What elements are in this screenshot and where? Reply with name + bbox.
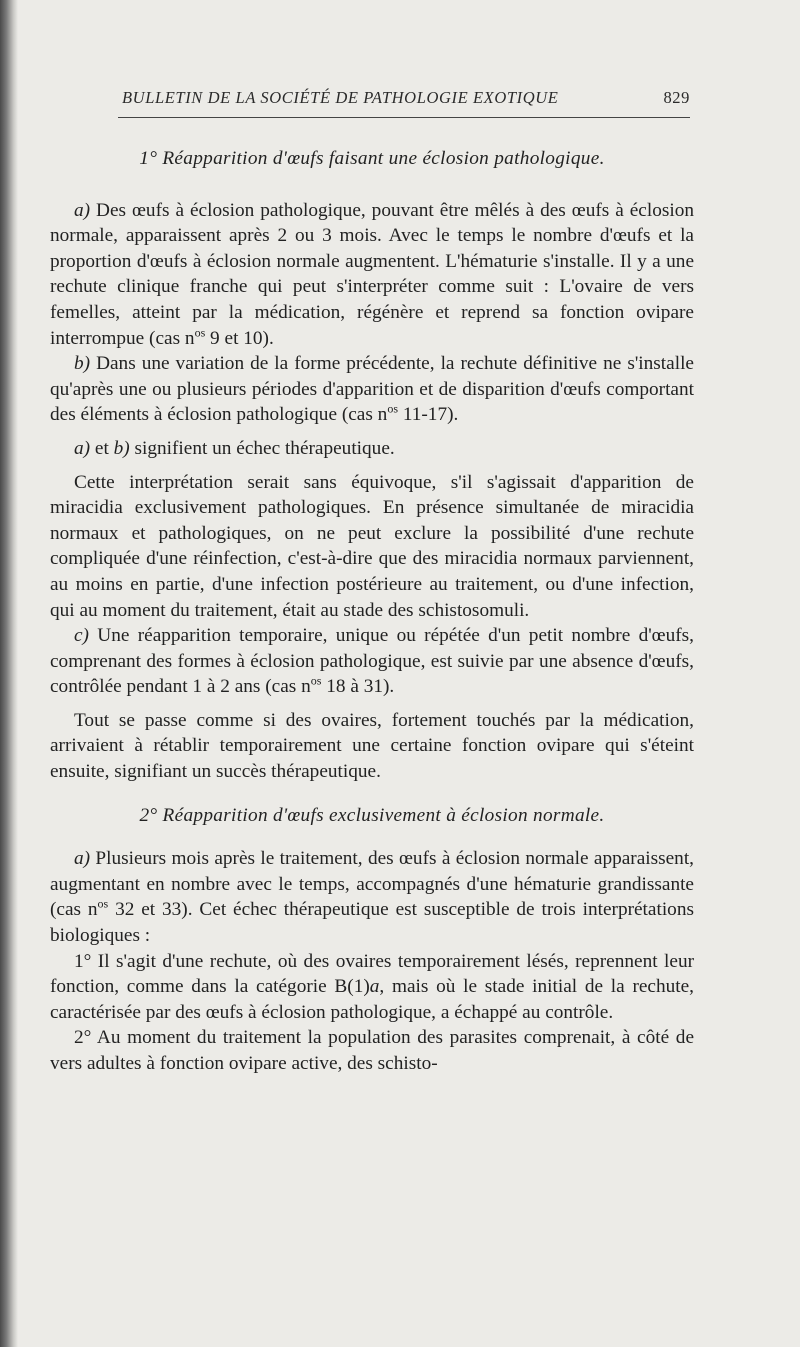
paragraph-tout: Tout se passe comme si des ovaires, fortement touchés par la médication, arrivaient à rétablir temporairement une certaine fonction ovipare qui s'éteint ensuite, signifiant un succès thérapeutique. xyxy=(50,709,694,783)
paragraph-a-end: 9 et 10). xyxy=(205,327,274,349)
header-rule xyxy=(118,117,690,118)
paragraph-a-text: Des œufs à éclosion pathologique, pouvant être mêlés à des œufs à éclosion normale, apparaissent après 2 ou 3 mois. Avec le temps le nombre d'œufs et la proportion d'œufs à éclosion normale augmentent. L'hématurie s'installe. Il y a une rechute clinique franche qui peut s'interpréter comme suit : L'ovaire de vers femelles, atteint par la médication, régénère et reprend sa fonction ovipare interrompue (cas n xyxy=(50,199,695,349)
paragraph-c xyxy=(50,623,694,700)
superscript: os xyxy=(97,897,109,912)
label-a: a) xyxy=(74,199,91,221)
item-1-end: , mais où le stade initial de la rechute, caractérisée par des œufs à éclosion pathologique, a échappé au contrôle. xyxy=(50,976,694,1023)
book-spine-shadow xyxy=(0,0,18,1347)
summary-text: signifient un échec thérapeutique. xyxy=(129,437,395,459)
paragraph-interpretation: Cette interprétation serait sans équivoque, s'il s'agissait d'apparition de miracidia exclusivement pathologiques. En présence simultanée de miracidia normaux et pathologiques, on ne peut exclure la possibilité d'une rechute compliquée d'une réinfection, c'est-à-dire que des miracidia normaux parviennent, au moins en partie, d'une infection postérieure au traitement, ou d'une infection, qui au moment du traitement, était au stade des schistosomuli. xyxy=(50,471,694,621)
page-number: 829 xyxy=(663,88,690,107)
label-a: a) xyxy=(74,437,91,459)
paragraph-c-end: 18 à 31). xyxy=(321,676,395,698)
running-title: BULLETIN DE LA SOCIÉTÉ DE PATHOLOGIE EXOTIQUE xyxy=(122,88,559,107)
label-c: c) xyxy=(74,625,89,647)
item-1-text: 1° Il s'agit d'une rechute, où des ovaires temporairement lésés, reprennent leur fonction, comme dans la catégorie B(1) xyxy=(50,950,694,998)
paragraph-c-text: Une réapparition temporaire, unique ou répétée d'un petit nombre d'œufs, comprenant des formes à éclosion pathologique, est suivie par une absence d'œufs, contrôlée pendant 1 à 2 ans (cas n xyxy=(50,625,694,698)
connector: et xyxy=(90,437,114,459)
paragraph-b xyxy=(50,351,694,428)
item-1 xyxy=(50,949,694,1026)
label-b: b) xyxy=(113,437,130,459)
superscript: os xyxy=(194,325,206,340)
paragraph-2a xyxy=(50,846,694,948)
paragraph-a-b-summary xyxy=(50,436,694,462)
page-body xyxy=(50,146,694,1077)
section-heading-2: 2° Réapparition d'œufs exclusivement à éclosion normale. xyxy=(139,804,605,826)
paragraph-b-text: Dans une variation de la forme précédente, la rechute définitive ne s'installe qu'après une ou plusieurs périodes d'apparition et de disparition d'œufs comportant des éléments à éclosion pathologique (cas n xyxy=(50,353,694,426)
label-b: b) xyxy=(74,353,91,375)
paragraph-a xyxy=(50,198,694,352)
section-heading-1: 1° Réapparition d'œufs faisant une éclosion pathologique. xyxy=(139,148,605,169)
item-1-italic: a xyxy=(369,976,380,998)
item-2: 2° Au moment du traitement la population des parasites comprenait, à côté de vers adultes à fonction ovipare active, des schisto- xyxy=(50,1027,694,1074)
paragraph-2a-end: 32 et 33). Cet échec thérapeutique est susceptible de trois interprétations biologiques : xyxy=(50,899,694,947)
paragraph-b-end: 11-17). xyxy=(398,404,459,426)
paragraph-2a-text: Plusieurs mois après le traitement, des œufs à éclosion normale apparaissent, augmentant en nombre avec le temps, accompagnés d'une hématurie grandissante (cas n xyxy=(50,848,694,921)
label-a: a) xyxy=(74,848,91,870)
superscript: os xyxy=(310,673,322,688)
superscript: os xyxy=(387,401,398,416)
